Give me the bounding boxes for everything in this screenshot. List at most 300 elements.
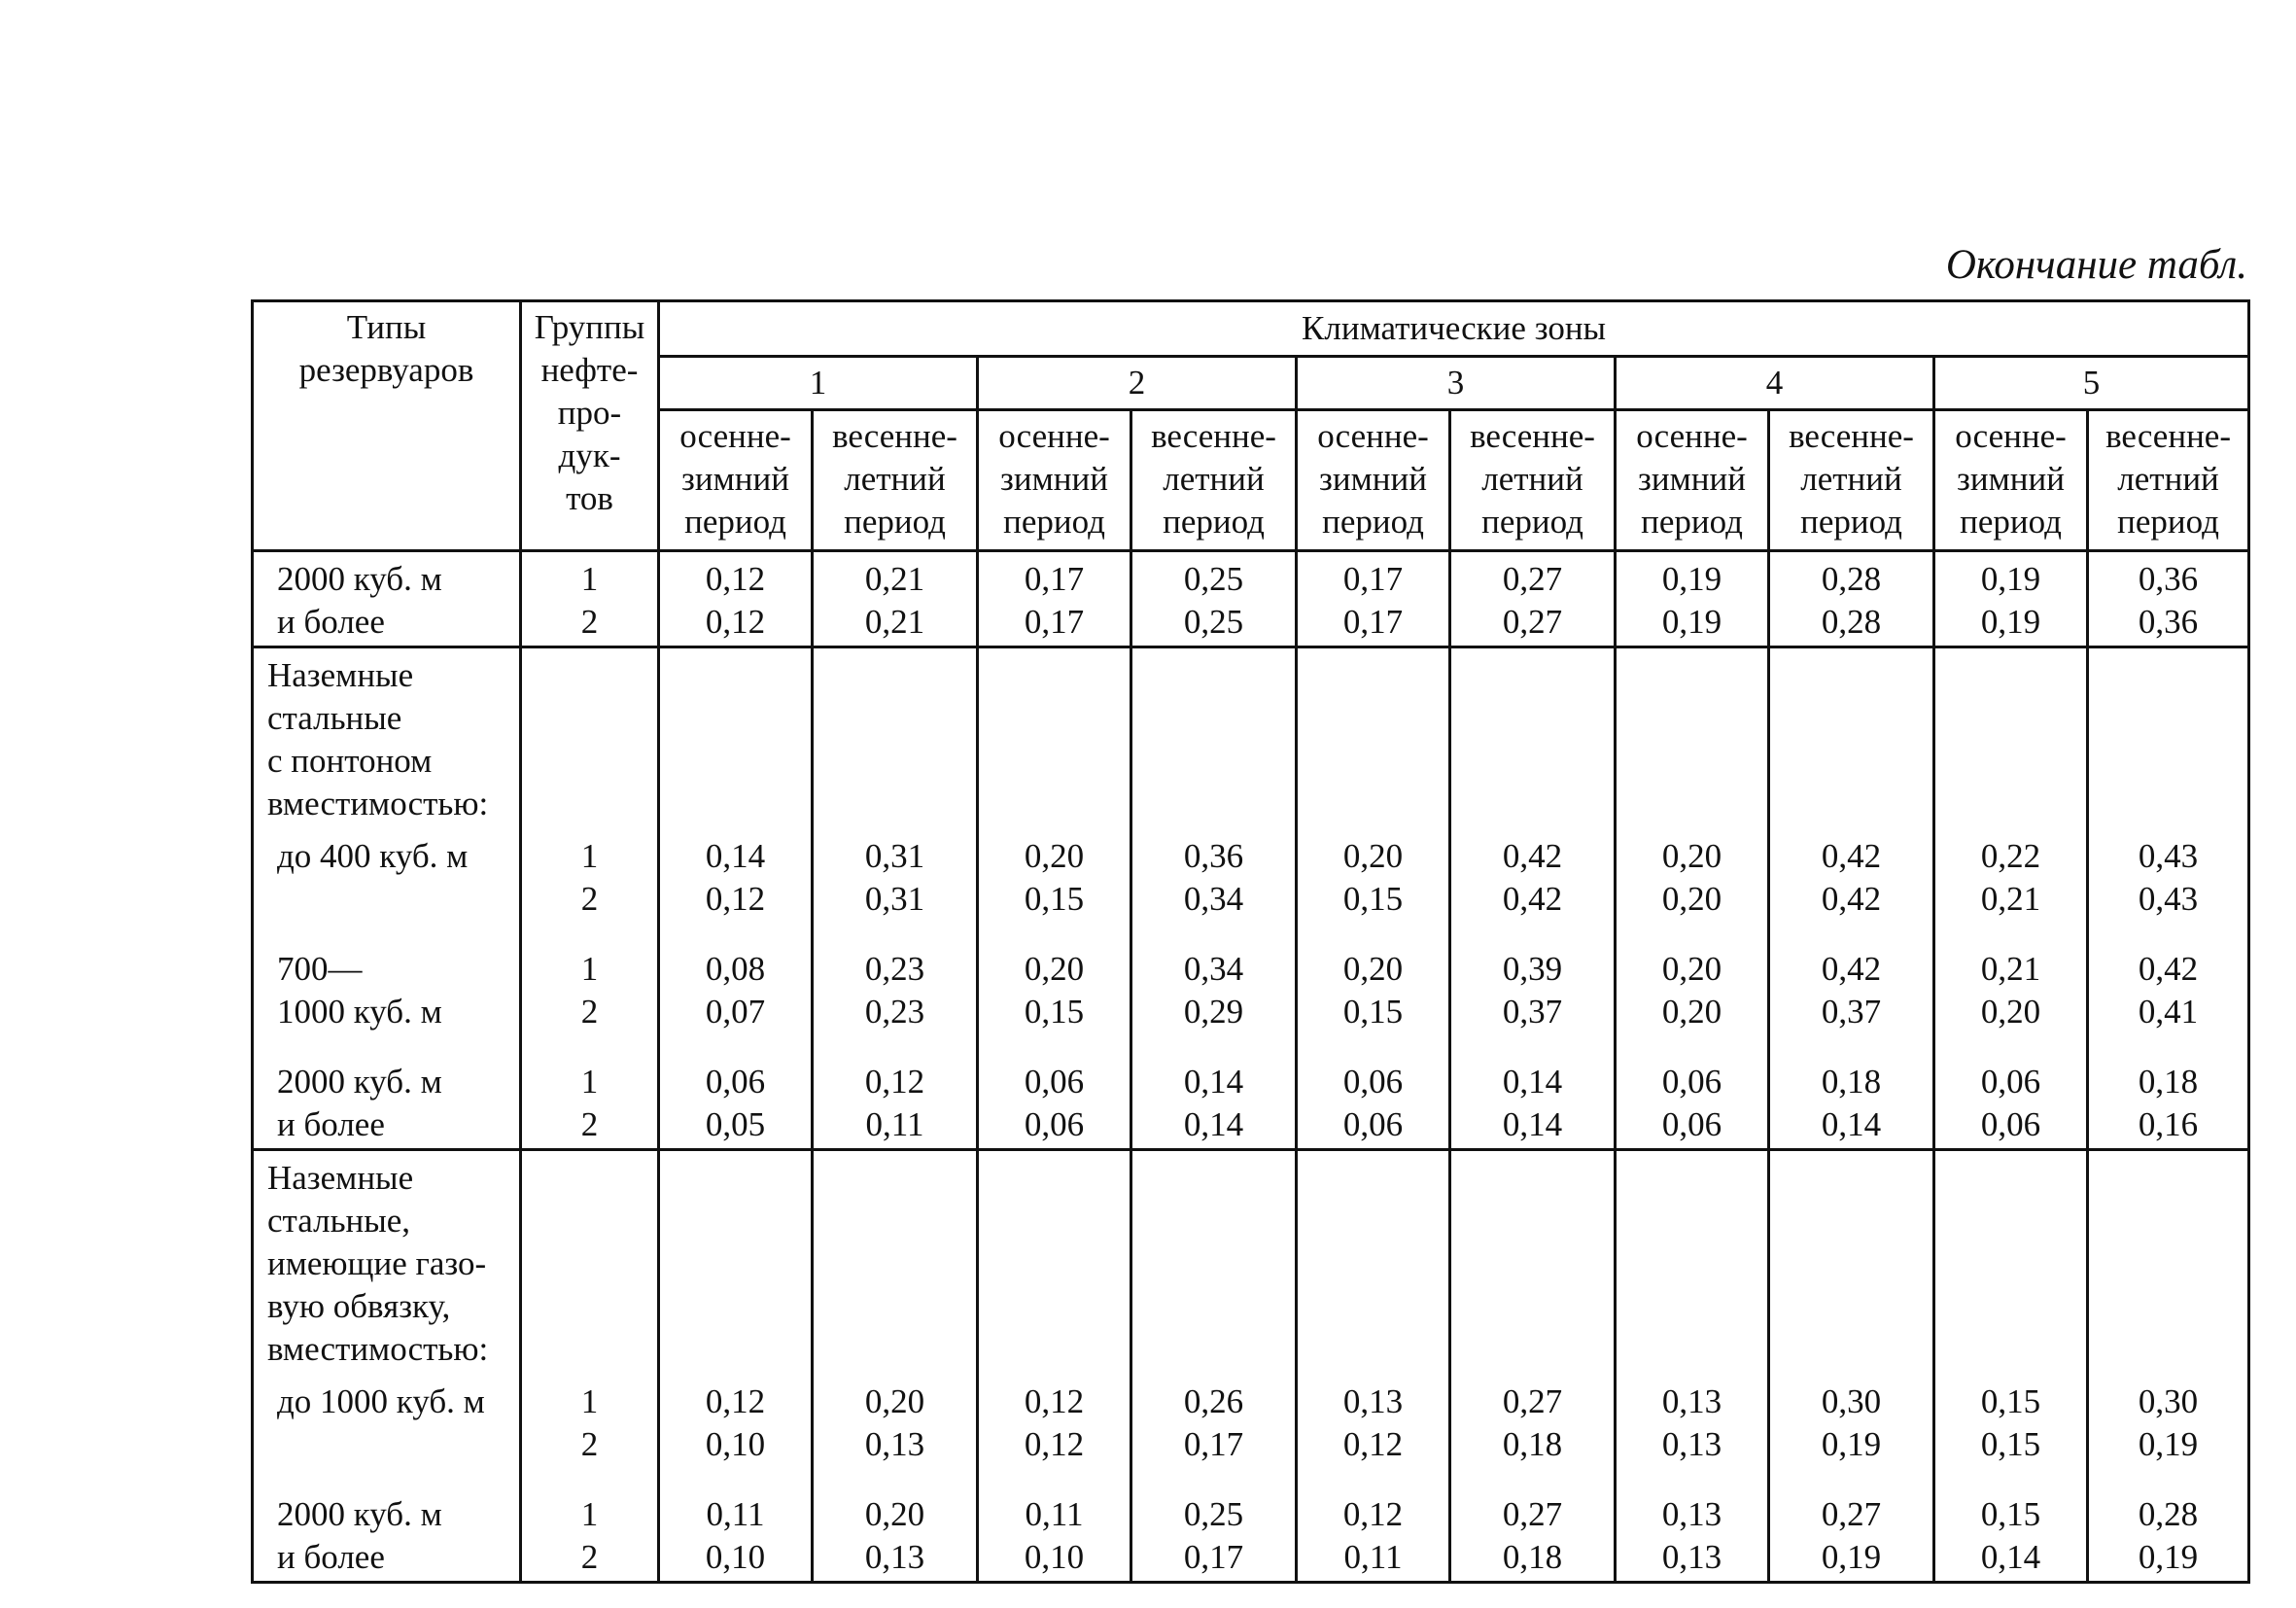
- coefficient-value: 0,19: [1661, 560, 1722, 598]
- coefficient-value: 0,06: [1980, 1105, 2041, 1143]
- table-row: [253, 1375, 2249, 1487]
- section-heading-row: [253, 1150, 2249, 1376]
- product-group-value: 1: [580, 837, 599, 875]
- coefficient-value: 0,10: [1024, 1538, 1085, 1576]
- evaporation-table: [251, 299, 2250, 1584]
- header-period-autumn-winter-zone-1: [659, 410, 813, 551]
- tank-type-label-line: 700—: [277, 950, 363, 988]
- header-period-line: период: [1003, 503, 1105, 541]
- coefficient-value: 0,19: [2138, 1425, 2199, 1463]
- coefficient-value: 0,18: [1821, 1063, 1882, 1101]
- value-cell: [2088, 1487, 2249, 1583]
- coefficient-value: 0,41: [2138, 993, 2199, 1031]
- header-zone-1: 1: [659, 357, 978, 410]
- coefficient-value: 0,27: [1502, 1495, 1563, 1533]
- coefficient-value: 0,20: [1661, 880, 1722, 918]
- value-cell: [1131, 829, 1297, 942]
- value-cell: [813, 551, 978, 647]
- value-cell: [1131, 1375, 1297, 1487]
- coefficient-value: 0,42: [1502, 837, 1563, 875]
- header-period-spring-summer-zone-4: [1769, 410, 1934, 551]
- value-cell: [659, 829, 813, 942]
- coefficient-value: 0,21: [864, 603, 925, 641]
- coefficient-value: 0,31: [864, 837, 925, 875]
- empty-cell: [521, 647, 659, 830]
- header-period-line: летний: [1481, 460, 1583, 498]
- value-cell: [1769, 1375, 1934, 1487]
- empty-cell: [978, 1150, 1131, 1376]
- coefficient-value: 0,21: [1980, 950, 2041, 988]
- coefficient-value: 0,27: [1502, 603, 1563, 641]
- section-heading: [253, 647, 521, 830]
- value-cell: [2088, 942, 2249, 1055]
- coefficient-value: 0,12: [1342, 1425, 1404, 1463]
- coefficient-value: 0,17: [1183, 1538, 1244, 1576]
- header-row-zones-title: [253, 301, 2249, 357]
- value-cell: [1769, 551, 1934, 647]
- empty-cell: [1450, 647, 1616, 830]
- value-cell: [1131, 551, 1297, 647]
- tank-type-label: [253, 551, 521, 647]
- coefficient-value: 0,13: [864, 1538, 925, 1576]
- coefficient-value: 0,11: [706, 1495, 765, 1533]
- product-group-value: 2: [580, 603, 599, 641]
- coefficient-value: 0,23: [864, 950, 925, 988]
- section-heading-line: вую обвязку,: [267, 1287, 451, 1325]
- product-group-cell: [521, 1487, 659, 1583]
- value-cell: [1450, 942, 1616, 1055]
- header-period-line: осенне-: [1955, 417, 2067, 455]
- coefficient-value: 0,06: [705, 1063, 766, 1101]
- header-period-line: осенне-: [679, 417, 791, 455]
- coefficient-value: 0,11: [1025, 1495, 1084, 1533]
- coefficient-value: 0,14: [1183, 1105, 1244, 1143]
- product-group-value: 1: [580, 950, 599, 988]
- coefficient-value: 0,06: [1342, 1063, 1404, 1101]
- header-period-line: весенне-: [832, 417, 957, 455]
- coefficient-value: 0,25: [1183, 560, 1244, 598]
- value-cell: [1297, 942, 1450, 1055]
- coefficient-value: 0,14: [1980, 1538, 2041, 1576]
- header-groups-line: Группы: [534, 308, 645, 346]
- value-cell: [1450, 551, 1616, 647]
- header-period-spring-summer-zone-5: [2088, 410, 2249, 551]
- value-cell: [1934, 829, 2088, 942]
- coefficient-value: 0,06: [1661, 1105, 1722, 1143]
- value-cell: [1450, 1487, 1616, 1583]
- coefficient-value: 0,20: [1024, 837, 1085, 875]
- coefficient-value: 0,20: [1661, 993, 1722, 1031]
- empty-cell: [1297, 1150, 1450, 1376]
- value-cell: [1450, 1055, 1616, 1150]
- empty-cell: [1934, 1150, 2088, 1376]
- coefficient-value: 0,17: [1024, 603, 1085, 641]
- value-cell: [978, 829, 1131, 942]
- tank-type-label-line: 2000 куб. м: [277, 1495, 442, 1533]
- coefficient-value: 0,15: [1980, 1495, 2041, 1533]
- product-group-value: 2: [580, 1425, 599, 1463]
- header-zone-2: 2: [978, 357, 1297, 410]
- header-period-autumn-winter-zone-2: [978, 410, 1131, 551]
- coefficient-value: 0,11: [1343, 1538, 1403, 1576]
- section-heading-row: [253, 647, 2249, 830]
- header-period-line: осенне-: [1636, 417, 1748, 455]
- tank-type-label: [253, 829, 521, 942]
- value-cell: [1616, 1487, 1769, 1583]
- coefficient-value: 0,13: [1661, 1382, 1722, 1420]
- header-period-spring-summer-zone-1: [813, 410, 978, 551]
- coefficient-value: 0,06: [1661, 1063, 1722, 1101]
- section-heading-line: имеющие газо-: [267, 1244, 487, 1282]
- coefficient-value: 0,08: [705, 950, 766, 988]
- table-row: [253, 551, 2249, 647]
- value-cell: [1131, 1055, 1297, 1150]
- value-cell: [1616, 1055, 1769, 1150]
- coefficient-value: 0,37: [1502, 993, 1563, 1031]
- empty-cell: [1769, 647, 1934, 830]
- tank-type-label-line: [277, 1423, 519, 1466]
- value-cell: [813, 942, 978, 1055]
- product-group-value: 1: [580, 560, 599, 598]
- header-period-line: период: [2117, 503, 2219, 541]
- coefficient-value: 0,16: [2138, 1105, 2199, 1143]
- coefficient-value: 0,20: [1342, 950, 1404, 988]
- tank-type-label: [253, 1375, 521, 1487]
- value-cell: [978, 551, 1131, 647]
- header-tank-types-line: резервуаров: [298, 351, 474, 389]
- header-period-line: весенне-: [2105, 417, 2231, 455]
- value-cell: [1616, 1375, 1769, 1487]
- product-group-cell: [521, 829, 659, 942]
- value-cell: [1450, 1375, 1616, 1487]
- value-cell: [659, 1375, 813, 1487]
- section-heading-line: вместимостью:: [267, 785, 489, 822]
- empty-cell: [659, 647, 813, 830]
- table-row: [253, 829, 2249, 942]
- product-group-value: 2: [580, 993, 599, 1031]
- coefficient-value: 0,28: [2138, 1495, 2199, 1533]
- coefficient-value: 0,11: [865, 1105, 924, 1143]
- header-period-spring-summer-zone-3: [1450, 410, 1616, 551]
- coefficient-value: 0,42: [1821, 837, 1882, 875]
- coefficient-value: 0,30: [2138, 1382, 2199, 1420]
- coefficient-value: 0,28: [1821, 603, 1882, 641]
- value-cell: [978, 1375, 1131, 1487]
- tank-type-label-line: до 1000 куб. м: [277, 1382, 485, 1420]
- header-period-line: осенне-: [1317, 417, 1429, 455]
- value-cell: [659, 942, 813, 1055]
- coefficient-value: 0,14: [1821, 1105, 1882, 1143]
- product-group-value: 1: [580, 1382, 599, 1420]
- tank-type-label-line: [277, 878, 519, 921]
- coefficient-value: 0,20: [1661, 837, 1722, 875]
- coefficient-value: 0,17: [1183, 1425, 1244, 1463]
- header-period-line: период: [1641, 503, 1743, 541]
- coefficient-value: 0,13: [1342, 1382, 1404, 1420]
- tank-type-label-line: и более: [277, 1538, 385, 1576]
- coefficient-value: 0,06: [1980, 1063, 2041, 1101]
- header-period-line: летний: [844, 460, 946, 498]
- header-climate-zones: Климатические зоны: [659, 301, 2249, 357]
- header-period-line: весенне-: [1470, 417, 1595, 455]
- header-groups-line: тов: [566, 479, 613, 517]
- header-product-groups: [521, 301, 659, 551]
- coefficient-value: 0,14: [705, 837, 766, 875]
- value-cell: [1934, 1487, 2088, 1583]
- value-cell: [2088, 829, 2249, 942]
- coefficient-value: 0,37: [1821, 993, 1882, 1031]
- product-group-cell: [521, 551, 659, 647]
- coefficient-value: 0,06: [1024, 1063, 1085, 1101]
- table-row: [253, 1055, 2249, 1150]
- value-cell: [1934, 1375, 2088, 1487]
- tank-type-label: [253, 1055, 521, 1150]
- coefficient-value: 0,15: [1342, 993, 1404, 1031]
- product-group-value: 2: [580, 880, 599, 918]
- coefficient-value: 0,19: [1980, 560, 2041, 598]
- header-period-line: летний: [2117, 460, 2219, 498]
- header-period-line: зимний: [1638, 460, 1746, 498]
- section-heading-line: Наземные: [267, 656, 414, 694]
- coefficient-value: 0,34: [1183, 950, 1244, 988]
- value-cell: [2088, 1375, 2249, 1487]
- coefficient-value: 0,10: [705, 1425, 766, 1463]
- coefficient-value: 0,05: [705, 1105, 766, 1143]
- product-group-cell: [521, 1055, 659, 1150]
- value-cell: [1769, 942, 1934, 1055]
- empty-cell: [1769, 1150, 1934, 1376]
- value-cell: [1131, 942, 1297, 1055]
- empty-cell: [1616, 647, 1769, 830]
- table-row: [253, 1487, 2249, 1583]
- value-cell: [1934, 551, 2088, 647]
- coefficient-value: 0,20: [1024, 950, 1085, 988]
- coefficient-value: 0,14: [1502, 1105, 1563, 1143]
- product-group-value: 2: [580, 1538, 599, 1576]
- header-groups-line: нефте-: [540, 351, 639, 389]
- coefficient-value: 0,19: [2138, 1538, 2199, 1576]
- coefficient-value: 0,14: [1502, 1063, 1563, 1101]
- header-period-line: зимний: [681, 460, 789, 498]
- table-body: [253, 551, 2249, 1583]
- empty-cell: [813, 1150, 978, 1376]
- coefficient-value: 0,27: [1502, 1382, 1563, 1420]
- product-group-value: 1: [580, 1495, 599, 1533]
- value-cell: [1297, 829, 1450, 942]
- value-cell: [1769, 1487, 1934, 1583]
- empty-cell: [659, 1150, 813, 1376]
- section-heading-line: Наземные: [267, 1159, 414, 1197]
- section-heading-line: стальные,: [267, 1202, 411, 1240]
- coefficient-value: 0,34: [1183, 880, 1244, 918]
- empty-cell: [2088, 647, 2249, 830]
- coefficient-value: 0,13: [1661, 1425, 1722, 1463]
- coefficient-value: 0,25: [1183, 1495, 1244, 1533]
- coefficient-value: 0,20: [864, 1382, 925, 1420]
- coefficient-value: 0,29: [1183, 993, 1244, 1031]
- header-period-line: зимний: [1957, 460, 2065, 498]
- header-period-spring-summer-zone-2: [1131, 410, 1297, 551]
- table-row: [253, 942, 2249, 1055]
- product-group-cell: [521, 1375, 659, 1487]
- header-period-line: период: [1163, 503, 1265, 541]
- empty-cell: [1297, 647, 1450, 830]
- coefficient-value: 0,14: [1183, 1063, 1244, 1101]
- coefficient-value: 0,13: [864, 1425, 925, 1463]
- coefficient-value: 0,20: [1980, 993, 2041, 1031]
- value-cell: [1769, 829, 1934, 942]
- coefficient-value: 0,19: [1821, 1538, 1882, 1576]
- empty-cell: [1934, 647, 2088, 830]
- header-zone-3: 3: [1297, 357, 1616, 410]
- value-cell: [813, 1055, 978, 1150]
- coefficient-value: 0,13: [1661, 1495, 1722, 1533]
- coefficient-value: 0,18: [1502, 1538, 1563, 1576]
- coefficient-value: 0,06: [1342, 1105, 1404, 1143]
- empty-cell: [978, 647, 1131, 830]
- coefficient-value: 0,12: [1024, 1382, 1085, 1420]
- coefficient-value: 0,15: [1342, 880, 1404, 918]
- tank-type-label: [253, 942, 521, 1055]
- empty-cell: [2088, 1150, 2249, 1376]
- coefficient-value: 0,12: [705, 1382, 766, 1420]
- coefficient-value: 0,15: [1024, 880, 1085, 918]
- header-period-line: период: [684, 503, 786, 541]
- coefficient-value: 0,20: [1661, 950, 1722, 988]
- header-period-line: весенне-: [1151, 417, 1276, 455]
- section-heading: [253, 1150, 521, 1376]
- header-period-line: весенне-: [1789, 417, 1914, 455]
- value-cell: [1297, 551, 1450, 647]
- tank-type-label: [253, 1487, 521, 1583]
- header-period-line: период: [1322, 503, 1424, 541]
- coefficient-value: 0,12: [705, 603, 766, 641]
- header-period-line: зимний: [1000, 460, 1108, 498]
- coefficient-value: 0,26: [1183, 1382, 1244, 1420]
- coefficient-value: 0,42: [2138, 950, 2199, 988]
- header-period-line: зимний: [1319, 460, 1427, 498]
- tank-type-label-line: и более: [277, 603, 385, 641]
- coefficient-value: 0,42: [1502, 880, 1563, 918]
- value-cell: [978, 942, 1131, 1055]
- coefficient-value: 0,39: [1502, 950, 1563, 988]
- coefficient-value: 0,15: [1024, 993, 1085, 1031]
- coefficient-value: 0,42: [1821, 950, 1882, 988]
- header-groups-line: про-: [557, 394, 622, 432]
- coefficient-value: 0,07: [705, 993, 766, 1031]
- value-cell: [1297, 1487, 1450, 1583]
- coefficient-value: 0,20: [1342, 837, 1404, 875]
- coefficient-value: 0,18: [2138, 1063, 2199, 1101]
- value-cell: [659, 1487, 813, 1583]
- coefficient-value: 0,12: [1342, 1495, 1404, 1533]
- coefficient-value: 0,19: [1821, 1425, 1882, 1463]
- coefficient-value: 0,27: [1821, 1495, 1882, 1533]
- section-heading-line: с понтоном: [267, 742, 433, 780]
- header-tank-types-line: Типы: [346, 308, 427, 346]
- value-cell: [2088, 1055, 2249, 1150]
- table-caption: Окончание табл.: [1945, 242, 2247, 288]
- coefficient-value: 0,12: [705, 880, 766, 918]
- coefficient-value: 0,30: [1821, 1382, 1882, 1420]
- product-group-value: 2: [580, 1105, 599, 1143]
- product-group-value: 1: [580, 1063, 599, 1101]
- coefficient-value: 0,12: [705, 560, 766, 598]
- coefficient-value: 0,43: [2138, 880, 2199, 918]
- tank-type-label-line: 2000 куб. м: [277, 560, 442, 598]
- coefficient-value: 0,12: [864, 1063, 925, 1101]
- coefficient-value: 0,17: [1342, 603, 1404, 641]
- value-cell: [659, 1055, 813, 1150]
- empty-cell: [1131, 1150, 1297, 1376]
- header-tank-types: [253, 301, 521, 551]
- value-cell: [813, 1487, 978, 1583]
- coefficient-value: 0,20: [864, 1495, 925, 1533]
- empty-cell: [1616, 1150, 1769, 1376]
- coefficient-value: 0,22: [1980, 837, 2041, 875]
- value-cell: [813, 1375, 978, 1487]
- header-groups-line: дук-: [558, 437, 621, 474]
- coefficient-value: 0,17: [1342, 560, 1404, 598]
- coefficient-value: 0,12: [1024, 1425, 1085, 1463]
- header-period-line: летний: [1800, 460, 1902, 498]
- coefficient-value: 0,18: [1502, 1425, 1563, 1463]
- section-heading-line: вместимостью:: [267, 1330, 489, 1368]
- coefficient-value: 0,23: [864, 993, 925, 1031]
- value-cell: [978, 1487, 1131, 1583]
- header-period-line: осенне-: [998, 417, 1110, 455]
- empty-cell: [1131, 647, 1297, 830]
- tank-type-label-line: 1000 куб. м: [277, 993, 442, 1031]
- header-period-autumn-winter-zone-5: [1934, 410, 2088, 551]
- empty-cell: [521, 1150, 659, 1376]
- coefficient-value: 0,42: [1821, 880, 1882, 918]
- coefficient-value: 0,31: [864, 880, 925, 918]
- value-cell: [1616, 551, 1769, 647]
- coefficient-value: 0,43: [2138, 837, 2199, 875]
- coefficient-value: 0,36: [2138, 603, 2199, 641]
- header-period-line: период: [1960, 503, 2062, 541]
- section-heading-line: стальные: [267, 699, 402, 737]
- coefficient-value: 0,36: [2138, 560, 2199, 598]
- coefficient-value: 0,13: [1661, 1538, 1722, 1576]
- coefficient-value: 0,21: [864, 560, 925, 598]
- value-cell: [1450, 829, 1616, 942]
- coefficient-value: 0,06: [1024, 1105, 1085, 1143]
- header-zone-5: 5: [1934, 357, 2249, 410]
- coefficient-value: 0,28: [1821, 560, 1882, 598]
- tank-type-label-line: 2000 куб. м: [277, 1063, 442, 1101]
- value-cell: [978, 1055, 1131, 1150]
- value-cell: [1616, 942, 1769, 1055]
- header-period-autumn-winter-zone-3: [1297, 410, 1450, 551]
- header-period-line: летний: [1163, 460, 1265, 498]
- product-group-cell: [521, 942, 659, 1055]
- coefficient-value: 0,19: [1980, 603, 2041, 641]
- header-zone-4: 4: [1616, 357, 1934, 410]
- value-cell: [1616, 829, 1769, 942]
- coefficient-value: 0,19: [1661, 603, 1722, 641]
- coefficient-value: 0,25: [1183, 603, 1244, 641]
- coefficient-value: 0,17: [1024, 560, 1085, 598]
- value-cell: [1297, 1375, 1450, 1487]
- coefficient-value: 0,15: [1980, 1425, 2041, 1463]
- value-cell: [813, 829, 978, 942]
- value-cell: [2088, 551, 2249, 647]
- coefficient-value: 0,15: [1980, 1382, 2041, 1420]
- header-period-autumn-winter-zone-4: [1616, 410, 1769, 551]
- value-cell: [659, 551, 813, 647]
